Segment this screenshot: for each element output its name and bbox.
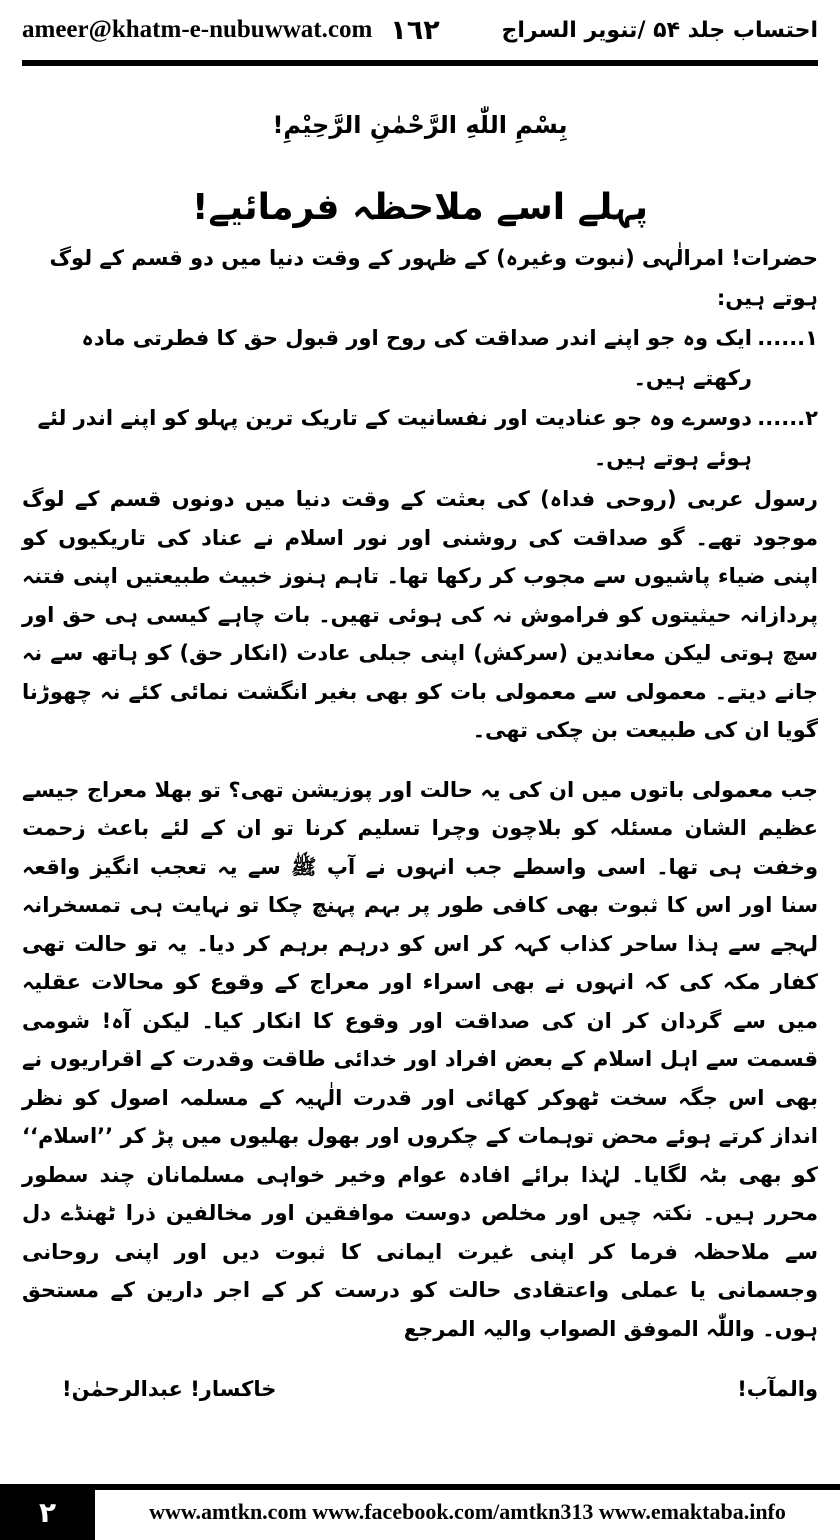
closing-word: والمآب! [737,1377,818,1401]
paragraph: رسول عربی (روحی فداہ) کی بعثت کے وقت دنیا میں دونوں قسم کے لوگ موجود تھے۔ گو صداقت کی روشنی اور نور اسلام نے عناد کی تاریکیوں کو اپنی ضیاء پاشیوں سے مجوب کر رکھا تھا۔ تاہم ہنوز خبیث طبیعتیں اپنی فتنہ پردازانہ حیثیتوں کو فراموش نہ کی ہوئی تھیں۔ بات چاہے کیسی ہی حق اور سچ ہوتی لیکن معاندین (سرکش) اپنی جبلی عادت (انکار حق) کو ہاتھ سے نہ جانے دیتے۔ معمولی سے معمولی بات کو بھی بغیر انگشت نمائی کئے نہ چھوڑنا گویا ان کی طبیعت بن چکی تھی۔ [22,487,818,742]
signature: خاکسار! عبدالرحمٰن! [62,1377,277,1401]
page-content [22,100,818,1409]
header-email[interactable]: ameer@khatm-e-nubuwwat.com [22,16,373,43]
paragraph: جب معمولی باتوں میں ان کی یہ حالت اور پوزیشن تھی؟ تو بھلا معراج جیسے عظیم الشان مسئلہ کو بلاچون وچرا تسلیم کرنا تو ان کے لئے باعث زحمت وخفت ہی تھا۔ اسی واسطے جب انہوں نے آپ ﷺ سے یہ تعجب انگیز واقعہ سنا اور اس کا ثبوت بھی کافی طور پر بہم پہنچ چکا تو نہایت ہی تمسخرانہ لہجے سے ہذا ساحر کذاب کہہ کر اس کو درہم برہم کر دیا۔ یہ تو حالت تھی کفار مکہ کی کہ انہوں نے بھی اسراء اور معراج کے وقوع کو محالات عقلیہ میں سے گردان کر ان کی صداقت اور وقوع کا انکار کیا۔ لیکن آہ! شومی قسمت سے اہل اسلام کے بعض افراد اور خدائی طاقت وقدرت کے اقراریوں نے بھی اس جگہ سخت ٹھوکر کھائی اور قدرت الٰہیہ کے مسلمہ اصول کو نظر انداز کرتے ہوئے محض توہمات کے چکروں اور بھول بھلیوں میں پڑ کر ’’اسلام‘‘ کو بھی بٹہ لگایا۔ لہٰذا برائے افادہ عوام وخیر خواہی مسلمانان چند سطور محرر ہیں۔ نکتہ چیں اور مخلص دوست موافقین اور مخالفین ذرا ٹھنڈے دل سے ملاحظہ فرما کر اپنی غیرت ایمانی کا ثبوت دیں اور اپنی روحانی وجسمانی یا عملی واعتقادی حالت کو درست کر کے اجر دارین کے مستحق ہوں۔ واللّٰہ الموفق الصواب والیہ المرجع [22,777,818,1341]
page-footer [0,1484,840,1540]
header-left [22,15,440,46]
list-item-text: دوسرے وہ جو عنادیت اور نفسانیت کے تاریک ترین پہلو کو اپنے اندر لئے ہوئے ہوتے ہیں۔ [37,406,752,470]
list-item-number: ۲...... [757,406,818,430]
page-heading: پہلے اسے ملاحظہ فرمائیے! [191,187,649,228]
header-page-number: ١٦٢ [390,14,440,46]
footer-page-number: ۲ [0,1484,95,1540]
list-item [22,398,818,478]
bismillah: بِسْمِ اللّٰهِ الرَّحْمٰنِ الرَّحِيْمِ! [272,111,568,139]
list-item-number: ۱...... [757,326,818,350]
list-item [22,318,818,398]
page-header [22,8,818,52]
closing-row [22,1369,818,1409]
header-book-title: احتساب جلد ۵۴ /تنویر السراج [501,17,818,43]
header-divider [22,60,818,66]
footer-urls[interactable]: www.amtkn.com www.facebook.com/amtkn313 www.emaktaba.info [95,1484,840,1534]
list-item-text: ایک وہ جو اپنے اندر صداقت کی روح اور قبول حق کا فطرتی مادہ رکھتے ہیں۔ [81,326,752,390]
intro-text: حضرات! امرالٰہی (نبوت وغیرہ) کے ظہور کے وقت دنیا میں دو قسم کے لوگ ہوتے ہیں: [49,246,818,310]
